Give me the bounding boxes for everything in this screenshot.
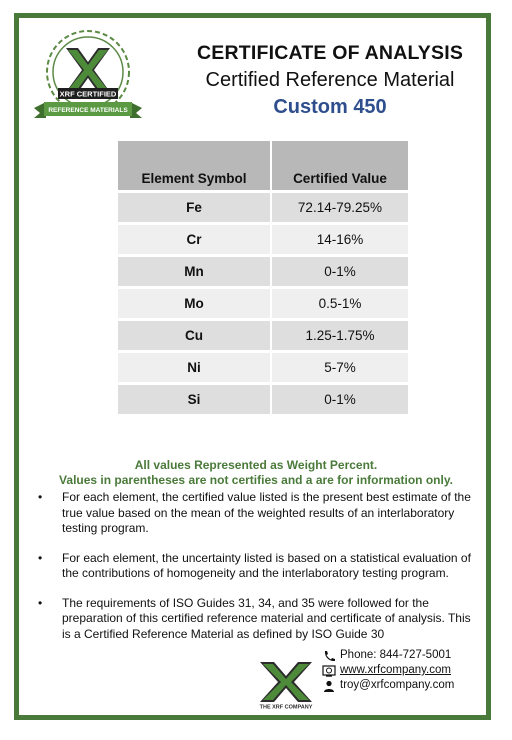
weight-percent-notes: [30, 458, 482, 488]
table-row: [118, 192, 408, 224]
certified-values-table: [118, 141, 408, 414]
bullet-list: [30, 490, 482, 656]
phone-text: Phone: 844-727-5001: [340, 649, 452, 661]
column-header-element-symbol: Element Symbol: [118, 141, 271, 192]
certified-value-cell: 0-1%: [271, 384, 408, 415]
bullet-marker: •: [38, 550, 43, 565]
table-row: [118, 224, 408, 256]
badge-brand-text: XRF CERTIFIED: [59, 89, 117, 99]
element-symbol-cell: Si: [118, 384, 271, 415]
element-symbol-cell: Ni: [118, 352, 271, 384]
bullet-marker: •: [38, 490, 43, 504]
table-row: [118, 384, 408, 415]
website-row: [322, 663, 454, 678]
table-row: [118, 288, 408, 320]
bullet-text: The requirements of ISO Guides 31, 34, and 35 were followed for the preparation of this certified reference material and certificate of analysis. This is a Certified Reference Material as defined by ISO Guide 30: [62, 595, 471, 641]
list-item: [30, 596, 482, 643]
footer-logo-text: THE XRF COMPANY: [259, 704, 313, 710]
notes-line-1: All values Represented as Weight Percent.: [134, 458, 378, 472]
table-row: [118, 352, 408, 384]
element-symbol-cell: Mo: [118, 288, 271, 320]
website-link[interactable]: www.xrfcompany.com: [340, 664, 451, 676]
web-icon: [322, 665, 336, 677]
contact-info: [322, 648, 454, 693]
table-header-row: [118, 141, 408, 192]
page-title: CERTIFICATE OF ANALYSIS: [196, 42, 464, 64]
page-subtitle: Certified Reference Material: [205, 69, 455, 91]
email-row: [322, 678, 454, 693]
certified-value-cell: 0.5-1%: [271, 288, 408, 320]
element-symbol-cell: Cu: [118, 320, 271, 352]
bullet-text: For each element, the uncertainty listed is based on a statistical evaluation of the contributions of homogeneity and the interlaboratory testing program.: [62, 550, 471, 580]
bullet-text: For each element, the certified value listed is the present best estimate of the true value based on the mean of the weighted results of an interlaboratory testing program.: [62, 490, 471, 535]
xrf-company-logo: [254, 660, 318, 710]
bullet-marker: •: [38, 595, 43, 610]
product-name: Custom 450: [273, 96, 387, 118]
element-symbol-cell: Mn: [118, 256, 271, 288]
certificate-header: [180, 42, 480, 119]
phone-icon: [322, 650, 336, 662]
person-icon: [322, 680, 336, 692]
certified-value-cell: 5-7%: [271, 352, 408, 384]
certified-value-cell: 1.25-1.75%: [271, 320, 408, 352]
element-symbol-cell: Fe: [118, 192, 271, 224]
email-text[interactable]: troy@xrfcompany.com: [340, 679, 455, 691]
badge-ribbon-text: REFERENCE MATERIALS: [48, 107, 128, 114]
column-header-certified-value: Certified Value: [271, 141, 408, 192]
notes-line-2: Values in parentheses are not certifies and a are for information only.: [59, 473, 453, 487]
element-symbol-cell: Cr: [118, 224, 271, 256]
xrf-certified-badge-logo: [32, 26, 144, 130]
phone-row: [322, 648, 454, 663]
list-item: [30, 551, 482, 582]
certified-value-cell: 72.14-79.25%: [271, 192, 408, 224]
table-row: [118, 320, 408, 352]
certified-value-cell: 14-16%: [271, 224, 408, 256]
list-item: [30, 490, 482, 537]
certified-value-cell: 0-1%: [271, 256, 408, 288]
table-row: [118, 256, 408, 288]
